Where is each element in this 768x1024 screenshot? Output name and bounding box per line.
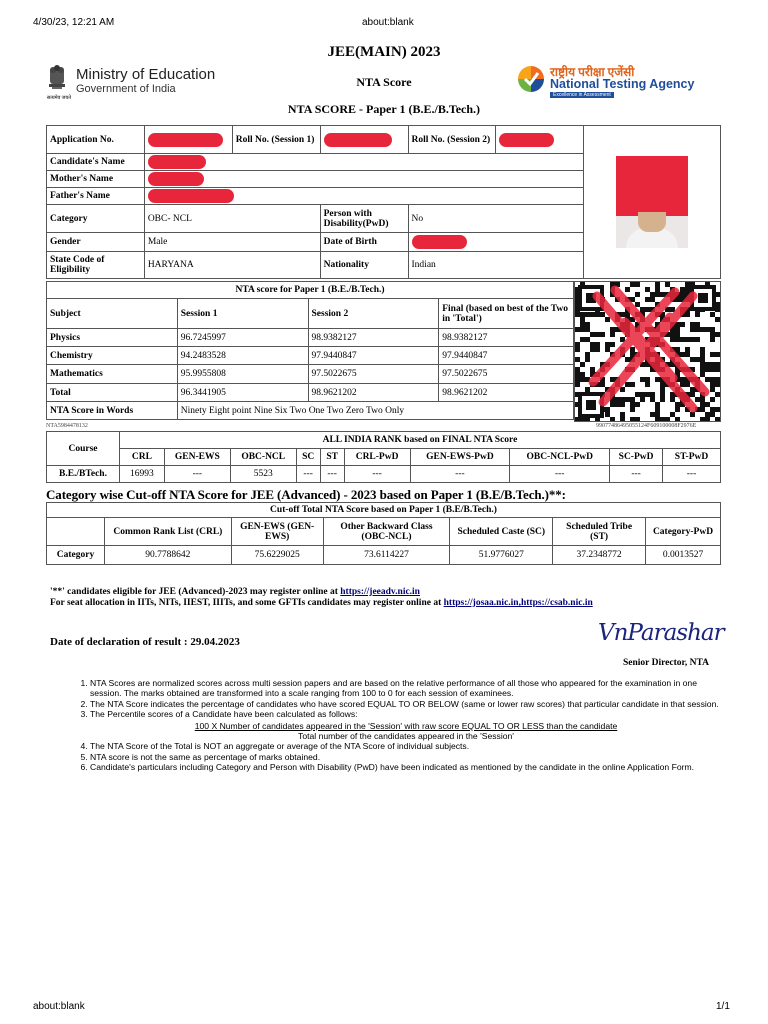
moe-subtitle: Government of India	[76, 83, 176, 95]
rank-col: SC-PwD	[610, 449, 663, 466]
print-page-number: 1/1	[716, 1001, 730, 1012]
roll1-value	[320, 126, 408, 154]
table-row	[47, 384, 574, 402]
session2-cell: 97.9440847	[308, 347, 439, 365]
session2-cell: 98.9621202	[308, 384, 439, 402]
final-cell: 98.9382127	[439, 329, 574, 347]
final-cell: 97.9440847	[439, 347, 574, 365]
list-item: 1. NTA Scores are normalized scores across multi session papers and are based on the relative performance of all those who appeared for the examination in one session. The marks obtained are transformed into a scale ranging from 100 to 0 for each session of examinees.	[90, 678, 722, 699]
page-subtitle: NTA Score	[356, 75, 412, 89]
course-label: Course	[47, 432, 120, 466]
table-row	[47, 365, 574, 384]
cutoff-value: 90.7788642	[104, 546, 231, 565]
session1-cell: 96.3441905	[177, 384, 308, 402]
score-table	[46, 281, 574, 420]
dob-value	[408, 233, 584, 252]
dob-label: Date of Birth	[320, 233, 408, 252]
roll1-label: Roll No. (Session 1)	[232, 126, 320, 154]
category-label: Category	[47, 205, 145, 233]
notes-list	[74, 678, 722, 773]
jeeadv-link[interactable]: https://jeeadv.nic.in	[340, 587, 420, 597]
score-heading: NTA score for Paper 1 (B.E./B.Tech.)	[47, 282, 574, 299]
app-no-label: Application No.	[47, 126, 145, 154]
table-row	[47, 466, 721, 483]
rank-col: SC	[296, 449, 320, 466]
rank-value: ---	[164, 466, 230, 483]
nta-tagline: Excellence in Assessment	[550, 92, 614, 98]
signatory-title: Senior Director, NTA	[623, 658, 709, 668]
cutoff-value: 75.6229025	[231, 546, 323, 565]
percentile-formula	[90, 721, 722, 742]
nta-hindi-name: राष्ट्रीय परीक्षा एजेंसी	[550, 65, 635, 79]
josaa-note-text: For seat allocation in IITs, NITs, IIEST, IIITs, and some GFTIs candidates may register online at	[50, 598, 444, 608]
session1-cell: 95.9955808	[177, 365, 308, 384]
emblem-caption: सत्यमेव जयते	[46, 96, 72, 101]
josaa-link[interactable]: https://josaa.nic.in,https://csab.nic.in	[443, 598, 593, 608]
paper-title: NTA SCORE - Paper 1 (B.E./B.Tech.)	[287, 102, 481, 116]
nationality-value: Indian	[408, 252, 584, 279]
page-title: JEE(MAIN) 2023	[327, 44, 441, 60]
state-label: State Code of Eligibility	[47, 252, 145, 279]
rank-table	[46, 431, 721, 483]
gender-value: Male	[144, 233, 320, 252]
rank-col: GEN-EWS-PwD	[410, 449, 510, 466]
name-value	[144, 154, 583, 171]
nta-english-name: National Testing Agency	[550, 77, 695, 91]
nta-logo-icon	[516, 64, 546, 94]
josaa-note	[50, 598, 593, 608]
note-text: The Percentile scores of a Candidate have been calculated as follows:	[90, 709, 358, 720]
print-datetime: 4/30/23, 12:21 AM	[33, 17, 115, 28]
words-label: NTA Score in Words	[47, 402, 178, 420]
cutoff-col: Other Backward Class (OBC-NCL)	[323, 518, 450, 546]
rank-value: ---	[296, 466, 320, 483]
adv-note-text: '**' candidates eligible for JEE (Advanced)-2023 may register online at	[50, 587, 341, 597]
candidate-details-table	[46, 125, 721, 279]
session2-cell: 97.5022675	[308, 365, 439, 384]
cutoff-col: GEN-EWS (GEN-EWS)	[231, 518, 323, 546]
cutoff-heading: Cut-off Total NTA Score based on Paper 1 (B.E/B.Tech.)	[47, 503, 721, 518]
rank-value: ---	[320, 466, 344, 483]
mother-label: Mother's Name	[47, 171, 145, 188]
rank-col: OBC-NCL	[230, 449, 296, 466]
cutoff-col: Scheduled Tribe (ST)	[553, 518, 646, 546]
cutoff-value: 51.9776027	[450, 546, 553, 565]
rank-col: CRL	[119, 449, 164, 466]
session1-cell: 94.2483528	[177, 347, 308, 365]
rank-value: ---	[510, 466, 610, 483]
rank-col: CRL-PwD	[344, 449, 410, 466]
rank-col: OBC-NCL-PwD	[510, 449, 610, 466]
formula-denominator: Total number of the candidates appeared in the 'Session'	[298, 731, 514, 742]
list-item: 5. NTA score is not the same as percentage of marks obtained.	[90, 752, 722, 762]
rank-col: ST	[320, 449, 344, 466]
rank-col: ST-PwD	[663, 449, 721, 466]
cutoff-value: 73.6114227	[323, 546, 450, 565]
state-value: HARYANA	[144, 252, 320, 279]
table-row	[47, 347, 574, 365]
notes-section	[74, 678, 722, 773]
print-url-top: about:blank	[362, 17, 414, 28]
moe-title: Ministry of Education	[76, 66, 216, 83]
cutoff-title: Category wise Cut-off NTA Score for JEE (Advanced) - 2023 based on Paper 1 (B.E/B.Tech.)**:	[46, 487, 566, 502]
print-url-bottom: about:blank	[33, 1001, 85, 1012]
cutoff-col: Category-PwD	[646, 518, 721, 546]
rank-value: 5523	[230, 466, 296, 483]
table-row	[47, 329, 574, 347]
category-value: OBC- NCL	[144, 205, 320, 233]
roll2-value	[496, 126, 584, 154]
candidate-photo	[616, 156, 688, 248]
list-item: 2. The NTA Score indicates the percentage of candidates who have scored EQUAL TO OR BELOW (same or lower raw scores) that particular candidate in that session.	[90, 699, 722, 709]
qr-code-icon	[575, 282, 720, 421]
words-value: Ninety Eight point Nine Six Two One Two Zero Two Only	[177, 402, 573, 420]
mother-value	[144, 171, 583, 188]
list-item	[90, 709, 722, 741]
subject-cell: Total	[47, 384, 178, 402]
cutoff-value: 37.2348772	[553, 546, 646, 565]
code-left: NTA5984478132	[46, 423, 88, 429]
formula-numerator: 100 X Number of candidates appeared in the 'Session' with raw score EQUAL TO OR LESS than the candidate	[194, 720, 618, 731]
col-session2: Session 2	[308, 299, 439, 329]
declaration-date: Date of declaration of result : 29.04.2023	[50, 636, 240, 648]
rank-value: ---	[410, 466, 510, 483]
cutoff-row-label: Category	[47, 546, 105, 565]
rank-heading: ALL INDIA RANK based on FINAL NTA Score	[119, 432, 720, 449]
session1-cell: 96.7245997	[177, 329, 308, 347]
cutoff-table	[46, 502, 721, 565]
rank-value: 16993	[119, 466, 164, 483]
nationality-label: Nationality	[320, 252, 408, 279]
rank-value: ---	[610, 466, 663, 483]
signature-image: VnParashar	[598, 620, 724, 646]
session2-cell: 98.9382127	[308, 329, 439, 347]
father-label: Father's Name	[47, 188, 145, 205]
pwd-value: No	[408, 205, 584, 233]
col-final: Final (based on best of the Two in 'Total')	[439, 299, 574, 329]
cutoff-col: Common Rank List (CRL)	[104, 518, 231, 546]
roll2-label: Roll No. (Session 2)	[408, 126, 496, 154]
col-session1: Session 1	[177, 299, 308, 329]
gender-label: Gender	[47, 233, 145, 252]
rank-value: ---	[344, 466, 410, 483]
final-cell: 98.9621202	[439, 384, 574, 402]
pwd-label: Person with Disability(PwD)	[320, 205, 408, 233]
photo-cell	[584, 126, 721, 279]
list-item: 6. Candidate's particulars including Category and Person with Disability (PwD) have been indicated as mentioned by the candidate in the online Application Form.	[90, 762, 722, 772]
subject-cell: Physics	[47, 329, 178, 347]
subject-cell: Mathematics	[47, 365, 178, 384]
final-cell: 97.5022675	[439, 365, 574, 384]
qr-code-panel	[574, 281, 721, 422]
course-value: B.E./BTech.	[47, 466, 120, 483]
list-item: 4. The NTA Score of the Total is NOT an aggregate or average of the NTA Score of individual subjects.	[90, 741, 722, 751]
subject-cell: Chemistry	[47, 347, 178, 365]
col-subject: Subject	[47, 299, 178, 329]
cutoff-value: 0.0013527	[646, 546, 721, 565]
adv-note	[50, 587, 420, 597]
cutoff-corner	[47, 518, 105, 546]
table-row	[47, 546, 721, 565]
app-no-value	[144, 126, 232, 154]
rank-col: GEN-EWS	[164, 449, 230, 466]
father-value	[144, 188, 583, 205]
cutoff-col: Scheduled Caste (SC)	[450, 518, 553, 546]
name-label: Candidate's Name	[47, 154, 145, 171]
code-right: 99077486495055124F609100008F2976E	[596, 423, 697, 429]
rank-value: ---	[663, 466, 721, 483]
